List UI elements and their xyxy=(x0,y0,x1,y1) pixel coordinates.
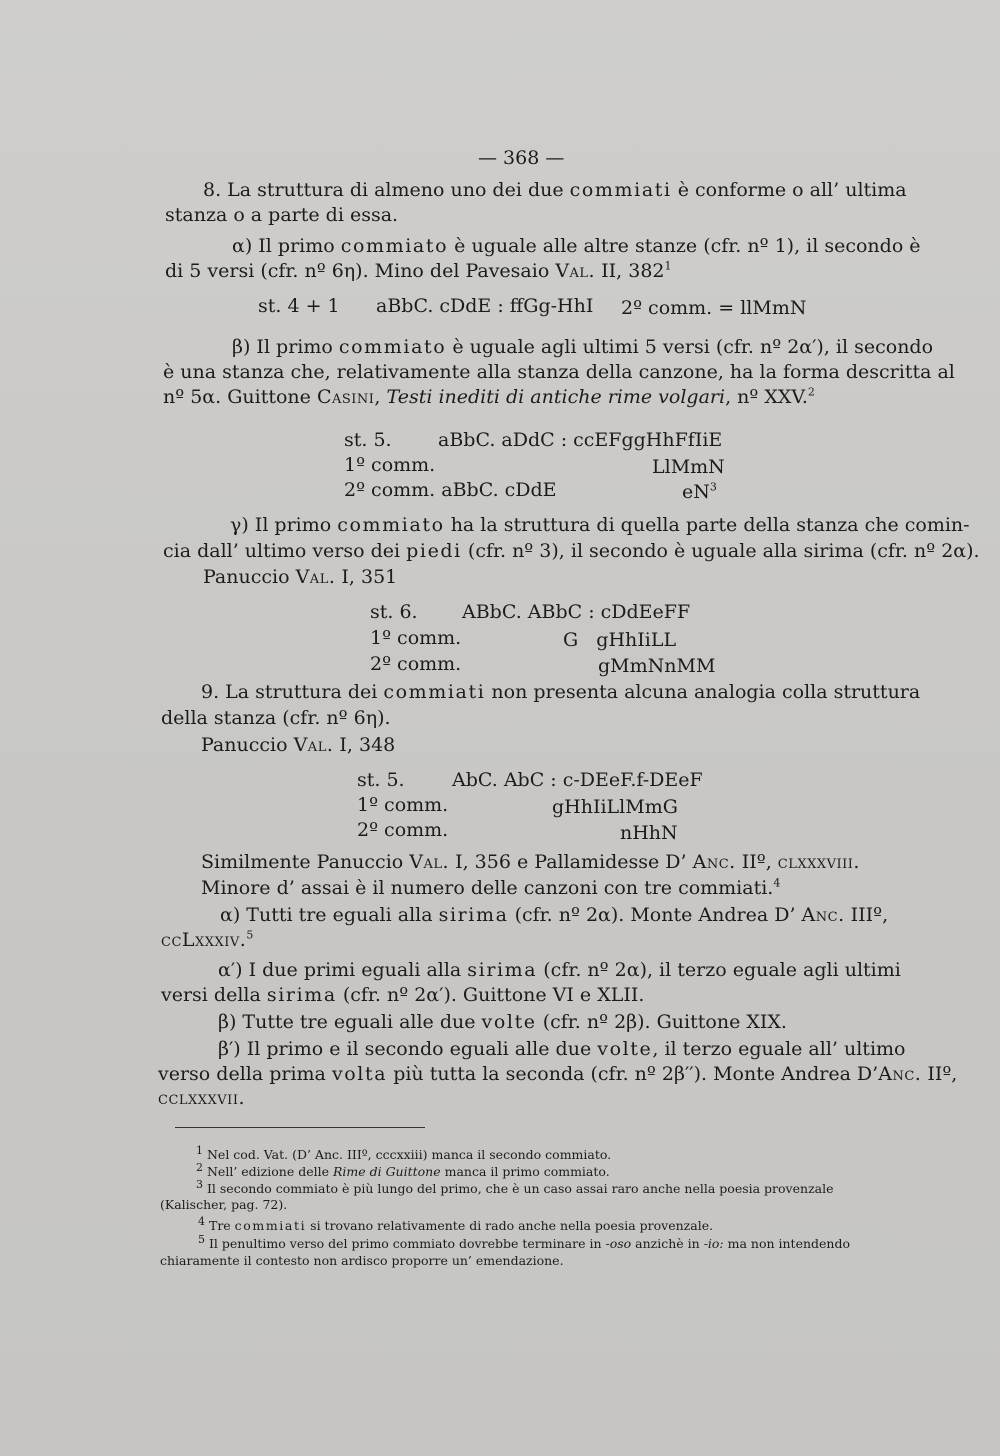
section-9-line-1: 9. La struttura dei commiati non presenta alcuna analogia colla struttura xyxy=(201,681,921,703)
three-betap-line-1: β′) Il primo e il secondo eguali alle due volte, il terzo eguale all’ ultimo xyxy=(218,1038,906,1060)
beta-line-1: β) Il primo commiato è uguale agli ultimi 5 versi (cfr. nº 2α′), il secondo xyxy=(232,336,934,358)
s9-table-c1: 1º comm. xyxy=(357,794,449,816)
footnote-3-cont: (Kalischer, pag. 72). xyxy=(160,1197,288,1212)
three-alpha-line-1: α) Tutti tre eguali alla sirima (cfr. nº 2α). Monte Andrea D’ Anc. IIIº, xyxy=(220,904,889,926)
section-8-line-2: stanza o a parte di essa. xyxy=(165,204,399,226)
gamma-table-c2-rhymes: gMmNnMM xyxy=(598,655,716,677)
beta-line-2: è una stanza che, relativamente alla stanza della canzone, ha la forma descritta al xyxy=(163,361,955,383)
gamma-table-c2: 2º comm. xyxy=(370,653,462,675)
footnote-2: 2 Nell’ edizione delle Rime di Guittone manca il primo commiato. xyxy=(196,1160,610,1179)
gamma-table-st-rhymes: ABbC. ABbC : cDdEeFF xyxy=(462,601,691,623)
section-9-line-3: Panuccio Val. I, 348 xyxy=(201,734,396,756)
three-betap-line-3: cclxxxvii. xyxy=(158,1087,245,1109)
footnote-5-cont: chiaramente il contesto non ardisco proporre un’ emendazione. xyxy=(160,1253,564,1268)
section-9-line-2: della stanza (cfr. nº 6η). xyxy=(161,707,391,729)
gamma-table-st: st. 6. xyxy=(370,601,418,623)
footnote-5: 5 Il penultimo verso del primo commiato dovrebbe terminare in -oso anzichè in -io: ma non intendendo xyxy=(198,1232,851,1251)
beta-table-st: st. 5. xyxy=(344,429,392,451)
gamma-line-2: cia dall’ ultimo verso dei piedi (cfr. nº 3), il secondo è uguale alla sirima (cfr. nº 2α). xyxy=(163,540,980,562)
s9-table-c2-rhymes: nHhN xyxy=(620,822,678,844)
three-alpha-line-2: ccLxxxiv.$^5$ xyxy=(161,928,254,951)
alpha-scheme-rhymes: aBbC. cDdE : ffGg-HhI xyxy=(376,295,594,317)
alpha-line-1: α) Il primo commiato è uguale alle altre stanze (cfr. nº 1), il secondo è xyxy=(232,235,921,257)
beta-line-3: nº 5α. Guittone Casini, Testi inediti di antiche rime volgari, nº XXV.$^2$ xyxy=(163,385,815,408)
gamma-table-c1-rhymes: G gHhIiLL xyxy=(563,629,677,651)
alpha-scheme-commiato: 2º comm. = llMmN xyxy=(621,297,807,319)
alpha-line-2: di 5 versi (cfr. nº 6η). Mino del Pavesaio Val. II, $382^1$ xyxy=(165,259,672,282)
beta-table-st-rhymes: aBbC. aDdC : ccEFggHhFfIiE xyxy=(438,429,723,451)
beta-table-c1-rhymes: LlMmN xyxy=(652,456,725,478)
s9-table-st: st. 5. xyxy=(357,769,405,791)
gamma-table-c1: 1º comm. xyxy=(370,627,462,649)
three-betap-line-2: verso della prima volta più tutta la seconda (cfr. nº 2β′′). Monte Andrea D’Anc. IIº, xyxy=(158,1063,958,1085)
s9-table-c2: 2º comm. xyxy=(357,819,449,841)
alpha-scheme-label: st. 4 + 1 xyxy=(258,295,340,317)
s9-table-st-rhymes: AbC. AbC : c-DEeF.f-DEeF xyxy=(452,769,703,791)
beta-table-c1: 1º comm. xyxy=(344,454,436,476)
three-beta-line-1: β) Tutte tre eguali alle due volte (cfr. nº 2β). Guittone XIX. xyxy=(218,1011,787,1033)
page-number: — 368 — xyxy=(478,147,565,169)
gamma-line-1: γ) Il primo commiato ha la struttura di quella parte della stanza che comin- xyxy=(230,514,970,536)
section-9-line-5: Minore d’ assai è il numero delle canzoni con tre commiati.$^4$ xyxy=(201,876,781,899)
footnote-4: 4 Tre commiati si trovano relativamente di rado anche nella poesia provenzale. xyxy=(198,1214,714,1233)
footnote-1: 1 Nel cod. Vat. (D’ Anc. IIIº, cccxxiii) manca il secondo commiato. xyxy=(196,1143,612,1162)
three-alphap-line-1: α′) I due primi eguali alla sirima (cfr. nº 2α), il terzo eguale agli ultimi xyxy=(218,959,901,981)
gamma-line-3: Panuccio Val. I, 351 xyxy=(203,566,398,588)
s9-table-c1-rhymes: gHhIiLlMmG xyxy=(552,796,678,818)
beta-table-c2-rhymes: $eN^3$ xyxy=(682,480,717,503)
beta-table-c2: 2º comm. aBbC. cDdE xyxy=(344,479,557,501)
section-8-line-1: 8. La struttura di almeno uno dei due commiati è conforme o all’ ultima xyxy=(203,179,907,201)
section-9-line-4: Similmente Panuccio Val. I, 356 e Pallamidesse D’ Anc. IIº, clxxxviii. xyxy=(201,851,860,873)
three-alphap-line-2: versi della sirima (cfr. nº 2α′). Guittone VI e XLII. xyxy=(161,984,645,1006)
footnote-rule xyxy=(175,1127,425,1128)
footnote-3: 3 Il secondo commiato è più lungo del primo, che è un caso assai raro anche nella poesia provenzale xyxy=(196,1177,834,1196)
